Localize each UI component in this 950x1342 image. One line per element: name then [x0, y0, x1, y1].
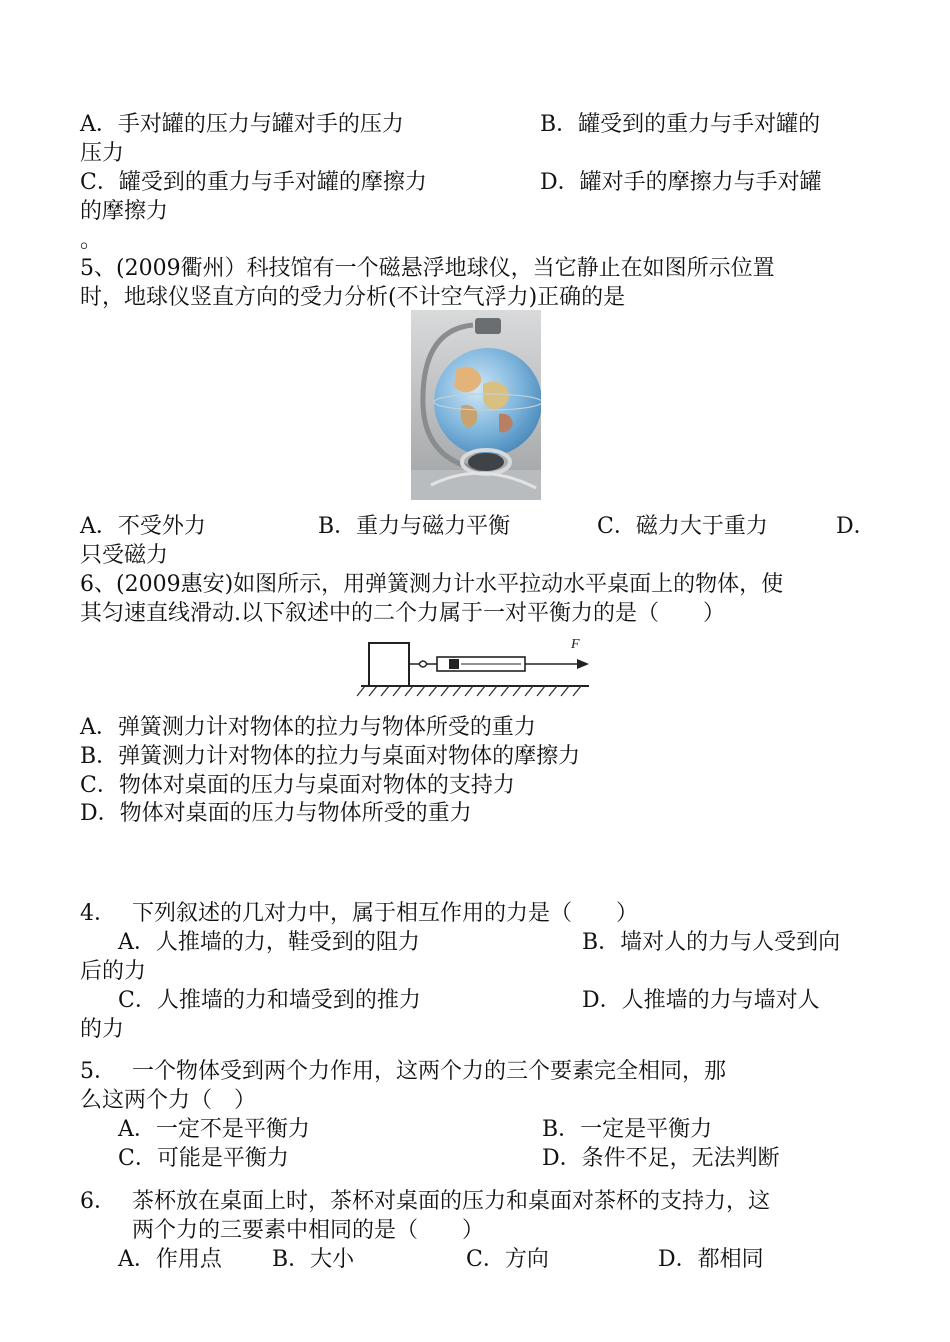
q4-option-c: C．人推墙的力和墙受到的推力: [118, 988, 421, 1013]
q4-option-b-wrap: 后的力: [80, 959, 147, 984]
q4-option-a: A．人推墙的力，鞋受到的阻力: [118, 930, 420, 955]
maglev-globe-image: [411, 310, 541, 500]
q6-stem-line1: 茶杯放在桌面上时，茶杯对桌面的压力和桌面对茶杯的支持力，这: [132, 1189, 771, 1214]
q6-2009-option-a: A．弹簧测力计对物体的拉力与物体所受的重力: [80, 715, 536, 740]
q6-option-a: A．作用点: [118, 1247, 222, 1272]
q6-option-c: C．方向: [466, 1247, 549, 1272]
spring-scale-diagram: [349, 628, 597, 703]
q5-option-c: C．可能是平衡力: [118, 1146, 289, 1171]
q6-2009-stem-line2: 其匀速直线滑动.以下叙述中的二个力属于一对平衡力的是（ ）: [80, 601, 725, 626]
q5-number: 5．: [80, 1059, 116, 1084]
q-prev-option-c: C．罐受到的重力与手对罐的摩擦力: [80, 170, 427, 195]
q5-2009-stem-line1: 5、(2009衢州）科技馆有一个磁悬浮地球仪，当它静止在如图所示位置: [80, 256, 775, 281]
q5-2009-option-d: D．: [836, 514, 876, 539]
q6-option-b: B．大小: [272, 1247, 355, 1272]
q5-option-d: D．条件不足，无法判断: [542, 1146, 780, 1171]
q4-number: 4．: [80, 901, 116, 926]
q-prev-option-b: B．罐受到的重力与手对罐的: [540, 112, 821, 137]
q5-option-a: A．一定不是平衡力: [118, 1117, 310, 1142]
q6-number: 6．: [80, 1189, 116, 1214]
q5-2009-option-d-wrap: 只受磁力: [80, 543, 169, 568]
q6-option-d: D．都相同: [658, 1247, 764, 1272]
q-prev-option-d: D．罐对手的摩擦力与手对罐: [540, 170, 822, 195]
q5-2009-stem-line2: 时，地球仪竖直方向的受力分析(不计空气浮力)正确的是: [80, 285, 626, 310]
q6-2009-option-b: B．弹簧测力计对物体的拉力与桌面对物体的摩擦力: [80, 744, 581, 769]
q6-2009-option-d: D．物体对桌面的压力与物体所受的重力: [80, 801, 472, 826]
q4-option-b: B．墙对人的力与人受到向: [582, 930, 841, 955]
q-prev-trail: 。: [80, 228, 103, 253]
q5-stem-line2: 么这两个力（ ）: [80, 1088, 257, 1113]
force-label: F: [571, 637, 580, 652]
q5-option-b: B．一定是平衡力: [542, 1117, 713, 1142]
q-prev-option-b-wrap: 压力: [80, 141, 125, 166]
q-prev-option-d-wrap: 的摩擦力: [80, 199, 169, 224]
q5-2009-option-b: B．重力与磁力平衡: [318, 514, 511, 539]
q5-2009-option-a: A．不受外力: [80, 514, 206, 539]
q5-stem-line1: 一个物体受到两个力作用，这两个力的三个要素完全相同，那: [132, 1059, 727, 1084]
q6-stem-line2: 两个力的三要素中相同的是（ ）: [132, 1218, 485, 1243]
q5-2009-option-c: C．磁力大于重力: [597, 514, 768, 539]
q4-option-d: D．人推墙的力与墙对人: [582, 988, 820, 1013]
q4-option-d-wrap: 的力: [80, 1017, 125, 1042]
q4-stem: 下列叙述的几对力中，属于相互作用的力是（ ）: [132, 901, 639, 926]
q6-2009-stem-line1: 6、(2009惠安)如图所示，用弹簧测力计水平拉动水平桌面上的物体，使: [80, 572, 784, 597]
q-prev-option-a: A．手对罐的压力与罐对手的压力: [80, 112, 404, 137]
q6-2009-option-c: C．物体对桌面的压力与桌面对物体的支持力: [80, 773, 515, 798]
